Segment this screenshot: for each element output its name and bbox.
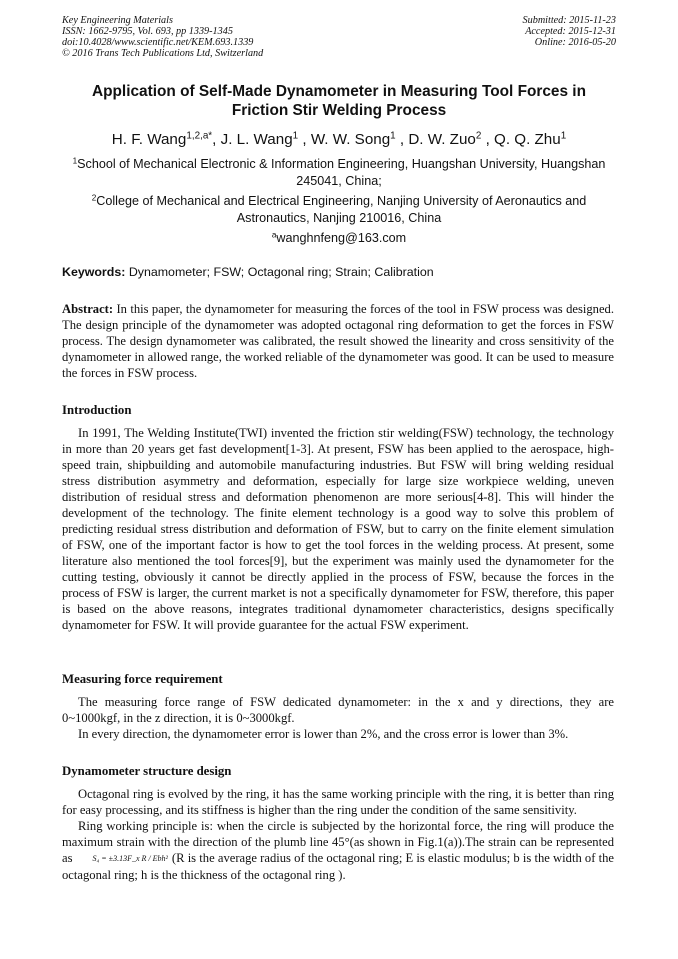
paper-title [62,82,616,120]
issn-line: ISSN: 1662-9795, Vol. 693, pp 1339-1345 [62,26,233,37]
author-name: D. W. Zuo [408,131,476,148]
author-list: H. F. Wang$^{1,2,a*}$, J. L. Wang$^1$ , W. W. Song$^1$ , D. W. Zuo$^2$ , Q. Q. Zhu$^1$ [111,130,567,148]
introduction-body [62,425,614,633]
affiliation-2 [62,193,616,226]
author-name: W. W. Song [310,131,391,148]
paragraph-text: (R is the average radius of the octagonal ring; E is elastic modulus; b is the width of the octagonal ring; h is the thickness of the octagonal ring ). [62,851,614,882]
author-name: J. L. Wang [220,131,293,148]
accepted-date: Accepted: 2015-12-31 [525,26,616,37]
paragraph: In 1991, The Welding Institute(TWI) invented the friction stir welding(FSW) technology, the technology in more than 20 years get fast development[1-3]. At present, FSW has been applied to the aerospace, high-speed train, shipbuilding and automobile manufacturing industries. But FSW will bring welding residual stress distribution asymmetry and deformation, especially for large size workpiece welding, uneven distribution of residual stress and deformation phenomenon are more serious[4-8]. This will hinder the development of the technology. The finite element technology is a good way to solve this problem of predicting residual stress distribution and deformation of FSW, but to carry on the finite element simulation of FSW, one of the important factor is how to get the tool forces in the welding process. At present, some literature also mentioned the tool forces[9], but the experiment was mainly used the dynamometer for the cutting testing, obviously it cannot be directly applied in the process of FSW, because the forces in the process of FSW is larger, the current market is not a specifically dynamometer for FSW, therefore, this paper is based on the above reasons, integrates traditional dynamometer characteristics, designs specifically dynamometer for FSW. It will provide guarantee for the actual FSW experiment. [62,426,614,632]
author-name: Q. Q. Zhu [494,131,561,148]
email-address: wanghnfeng@163.com [276,231,407,245]
section-heading-introduction: Introduction [62,403,132,417]
keywords [62,264,616,280]
author-sup: 1,2,a* [186,130,213,142]
title-line-1: Application of Self-Made Dynamometer in Measuring Tool Forces in [92,83,586,100]
online-date: Online: 2016-05-20 [534,37,616,48]
structure-body [62,786,614,883]
paragraph-text: Ring working principle is: when the circle is subjected by the horizontal force, the ring will produce the maximum strain with the direction of the plumb line 45°(as shown in Fig.1(a)).The strain can be represented as [62,819,614,865]
keywords-label: Keywords: [62,265,126,279]
author-sup: 1 [560,130,567,142]
submission-dates [523,15,616,48]
affiliation-sup: 2 [91,193,97,203]
journal-name: Key Engineering Materials [62,15,173,26]
abstract-label: Abstract: [62,302,114,316]
affiliation-text: Astronautics, Nanjing 210016, China [236,210,442,225]
strain-formula: S₄ = ±3.13F_x R / Ebh² [92,854,168,863]
copyright-line: © 2016 Trans Tech Publications Ltd, Switzerland [62,48,264,59]
affiliation-sup: 1 [72,156,78,166]
author-sup: 1 [390,130,396,142]
author-sup: 1 [292,130,299,142]
affiliation-text: 245041, China; [296,173,382,188]
corresponding-email [62,230,616,247]
paragraph: Octagonal ring is evolved by the ring, it has the same working principle with the ring, it is better than ring for easy processing, and its stiffness is higher than the ring under the condition of the same sensitivity. [62,787,614,817]
affiliation-text: College of Mechanical and Electrical Engineering, Nanjing University of Aeronautics and [96,194,587,208]
paragraph [62,818,614,883]
submitted-date: Submitted: 2015-11-23 [522,15,616,26]
author-sup: 2 [475,130,482,142]
email-sup: a [271,230,277,240]
keywords-text: Dynamometer; FSW; Octagonal ring; Strain; Calibration [128,265,434,279]
doi-line: doi:10.4028/www.scientific.net/KEM.693.1339 [62,37,254,48]
title-line-2: Friction Stir Welding Process [231,102,447,119]
section-heading-structure: Dynamometer structure design [62,764,232,778]
requirement-body [62,694,614,742]
paragraph: The measuring force range of FSW dedicated dynamometer: in the x and y directions, they are 0~1000kgf, in the z direction, it is 0~3000kgf. [62,695,614,725]
abstract-text: In this paper, the dynamometer for measuring the forces of the tool in FSW process was designed. The design principle of the dynamometer was adopted octagonal ring deformation to get the forces in FSW process. The design dynamometer was calibrated, the result showed the linearity and cross sensitivity of the dynamometer in allowed range, the worked reliable of the dynamometer was good. It can be used to measure the forces in FSW process. [62,302,614,380]
journal-info [62,15,263,59]
affiliation-text: School of Mechanical Electronic & Information Engineering, Huangshan University, Huangshan [77,157,606,171]
author-name: H. F. Wang [111,131,187,148]
section-heading-requirement: Measuring force requirement [62,672,223,686]
abstract [62,301,614,381]
affiliation-1 [62,156,616,189]
paragraph: In every direction, the dynamometer error is lower than 2%, and the cross error is lower than 3%. [78,727,569,741]
